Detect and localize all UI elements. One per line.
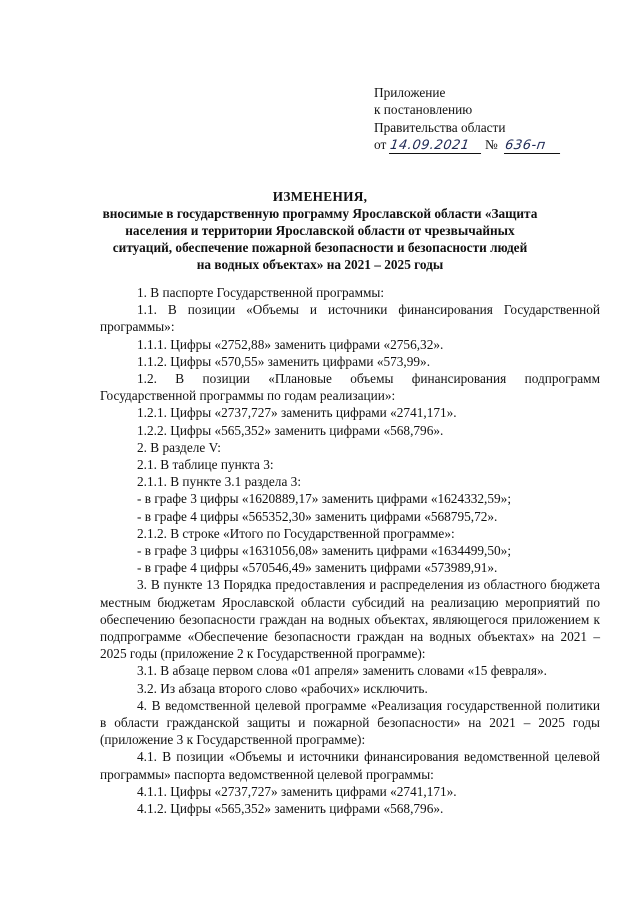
paragraph: 1.1.2. Цифры «570,55» заменить цифрами «573,99». bbox=[137, 353, 431, 369]
paragraph: 1.1.1. Цифры «2752,88» заменить цифрами «2756,32». bbox=[137, 336, 444, 352]
paragraph: - в графе 4 цифры «570546,49» заменить цифрами «573989,91». bbox=[137, 560, 498, 576]
paragraph: 4. В ведомственной целевой программе «Реализация государственной политики в области гражданской защиты и пожарной безопасности» на 2021 – 2025 годы (приложение 3 к Государственной программе): bbox=[100, 697, 600, 748]
appendix-block bbox=[374, 84, 561, 154]
paragraph: - в графе 4 цифры «565352,30» заменить цифрами «568795,72». bbox=[137, 508, 498, 524]
handwritten-date: 14.09.2021 bbox=[389, 139, 483, 154]
number-sign: № bbox=[484, 136, 498, 152]
paragraph: 3. В пункте 13 Порядка предоставления и распределения из областного бюджета местным бюджетам Ярославской области субсидий на реализацию мероприятий по обеспечению безопасности граждан на водных объектах, являющегося приложением к подпрограмме «Обеспечение безопасности граждан на водных объектах» на 2021 – 2025 годы (приложение 2 к Государственной программе): bbox=[100, 577, 600, 662]
title-line-3: ситуаций, обеспечение пожарной безопасности и безопасности людей bbox=[112, 240, 528, 255]
document-title bbox=[96, 188, 544, 273]
appendix-line-3: Правительства области bbox=[374, 119, 506, 135]
title-line-1: вносимые в государственную программу Ярославской области «Защита bbox=[102, 206, 538, 221]
title-line-4: на водных объектах» на 2021 – 2025 годы bbox=[196, 257, 444, 272]
paragraph: 2.1.2. В строке «Итого по Государственной программе»: bbox=[137, 525, 455, 541]
paragraph: - в графе 3 цифры «1631056,08» заменить цифрами «1634499,50»; bbox=[137, 543, 512, 559]
date-prefix: от bbox=[374, 136, 387, 152]
handwritten-number: 636-п bbox=[504, 139, 562, 154]
paragraph: 3.1. В абзаце первом слова «01 апреля» заменить словами «15 февраля». bbox=[137, 663, 547, 679]
appendix-line-2: к постановлению bbox=[374, 102, 473, 118]
paragraph: 2. В разделе V: bbox=[137, 439, 221, 455]
paragraph: 2.1. В таблице пункта 3: bbox=[137, 457, 274, 473]
appendix-date-line bbox=[374, 136, 561, 154]
title-heading: ИЗМЕНЕНИЯ, bbox=[272, 189, 368, 204]
title-line-2: населения и территории Ярославской области от чрезвычайных bbox=[125, 223, 515, 238]
paragraph: 1.2. В позиции «Плановые объемы финансирования подпрограмм Государственной программы по годам реализации»: bbox=[100, 371, 600, 404]
paragraph: 4.1.2. Цифры «565,352» заменить цифрами «568,796». bbox=[137, 801, 444, 817]
paragraph: - в графе 3 цифры «1620889,17» заменить цифрами «1624332,59»; bbox=[137, 491, 512, 507]
paragraph: 1.2.2. Цифры «565,352» заменить цифрами «568,796». bbox=[137, 422, 444, 438]
paragraph: 1. В паспорте Государственной программы: bbox=[137, 285, 385, 300]
document-body bbox=[100, 284, 600, 817]
paragraph: 4.1.1. Цифры «2737,727» заменить цифрами «2741,171». bbox=[137, 783, 457, 799]
paragraph: 1.2.1. Цифры «2737,727» заменить цифрами «2741,171». bbox=[137, 405, 457, 421]
paragraph: 2.1.1. В пункте 3.1 раздела 3: bbox=[137, 474, 302, 490]
appendix-line-1: Приложение bbox=[374, 85, 446, 100]
paragraph: 3.2. Из абзаца второго слово «рабочих» исключить. bbox=[137, 680, 428, 696]
paragraph: 4.1. В позиции «Объемы и источники финансирования ведомственной целевой программы» паспорта ведомственной целевой программы: bbox=[100, 749, 600, 782]
paragraph: 1.1. В позиции «Объемы и источники финансирования Государственной программы»: bbox=[100, 302, 600, 335]
